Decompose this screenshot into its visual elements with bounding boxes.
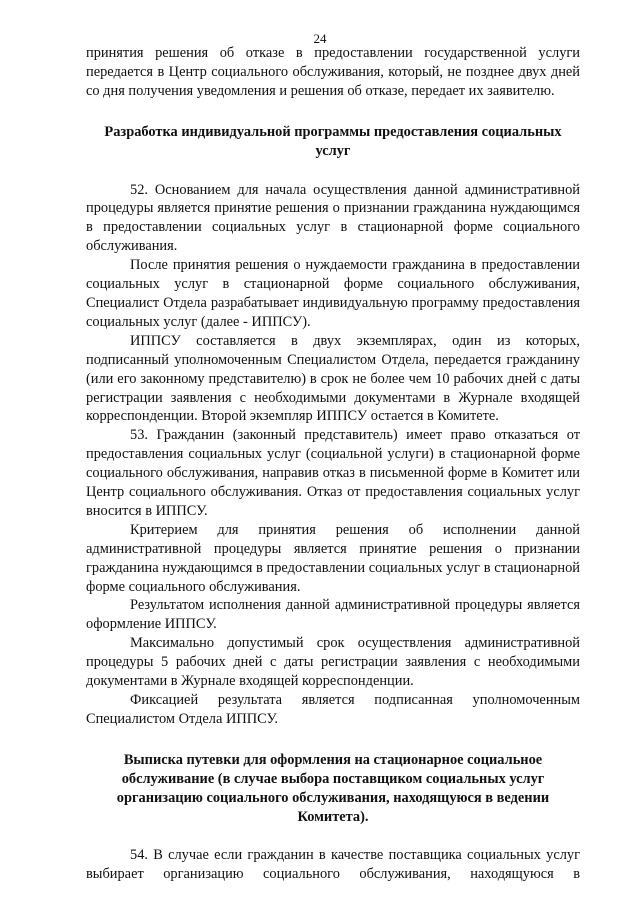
paragraph-fixation: Фиксацией результата является подписанная уполномоченным Специалистом Отдела ИППСУ.: [86, 692, 580, 727]
paragraph-53: 53. Гражданин (законный представитель) имеет право отказаться от предоставления социальных услуг (социальной услуги) в стационарной форме социального обслуживания, направив отказ в письменной форме в Комитет или Центр социального обслуживания. Отказ от предоставления социальных услуг вносится в ИППСУ.: [86, 427, 580, 519]
paragraph-ippsu-copies: ИППСУ составляется в двух экземплярах, один из которых, подписанный уполномоченным Специалистом Отдела, передается гражданину (или его законному представителю) в срок не более чем 10 рабочих дней с даты регистрации заявления с необходимыми документами в Журнале входящей корреспонденции. Второй экземпляр ИППСУ остается в Комитете.: [86, 332, 580, 425]
intro-paragraph: принятия решения об отказе в предоставлении государственной услуги передается в Центр социального обслуживания, который, не позднее двух дней со дня получения уведомления и решения об отказе, передает их заявителю.: [86, 45, 580, 99]
paragraph-result: Результатом исполнения данной административной процедуры является оформление ИППСУ.: [86, 597, 580, 633]
page-number: 24: [313, 31, 327, 46]
section-heading-ippsu: Разработка индивидуальной программы предоставления социальных услуг: [104, 123, 562, 159]
paragraph-criterion: Критерием для принятия решения об исполнении данной административной процедуры является принятие решения о признании гражданина нуждающимся в предоставлении социальных услуг в стационарной форме социального обслуживания.: [86, 521, 580, 595]
paragraph-max-term: Максимально допустимый срок осуществления административной процедуры 5 рабочих дней с даты регистрации заявления с необходимыми документами в Журнале входящей корреспонденции.: [86, 635, 580, 690]
document-body: [86, 44, 580, 884]
paragraph-52: 52. Основанием для начала осуществления данной административной процедуры является принятие решения о признании гражданина нуждающимся в предоставлении социальных услуг в стационарной форме социального обслуживания.: [86, 181, 580, 255]
paragraph-after-decision: После принятия решения о нуждаемости гражданина в предоставлении социальных услуг в стационарной форме социального обслуживания, Специалист Отдела разрабатывает индивидуальную программу предоставления социальных услуг (далее - ИППСУ).: [86, 257, 580, 330]
paragraph-54: 54. В случае если гражданин в качестве поставщика социальных услуг выбирает организацию социального обслуживания, находящуюся в: [86, 847, 580, 883]
section-heading-voucher: Выписка путевки для оформления на стационарное социальное обслуживание (в случае выбора поставщиком социальных услуг организацию социального обслуживания, находящуюся в ведении Комитета).: [116, 751, 550, 825]
